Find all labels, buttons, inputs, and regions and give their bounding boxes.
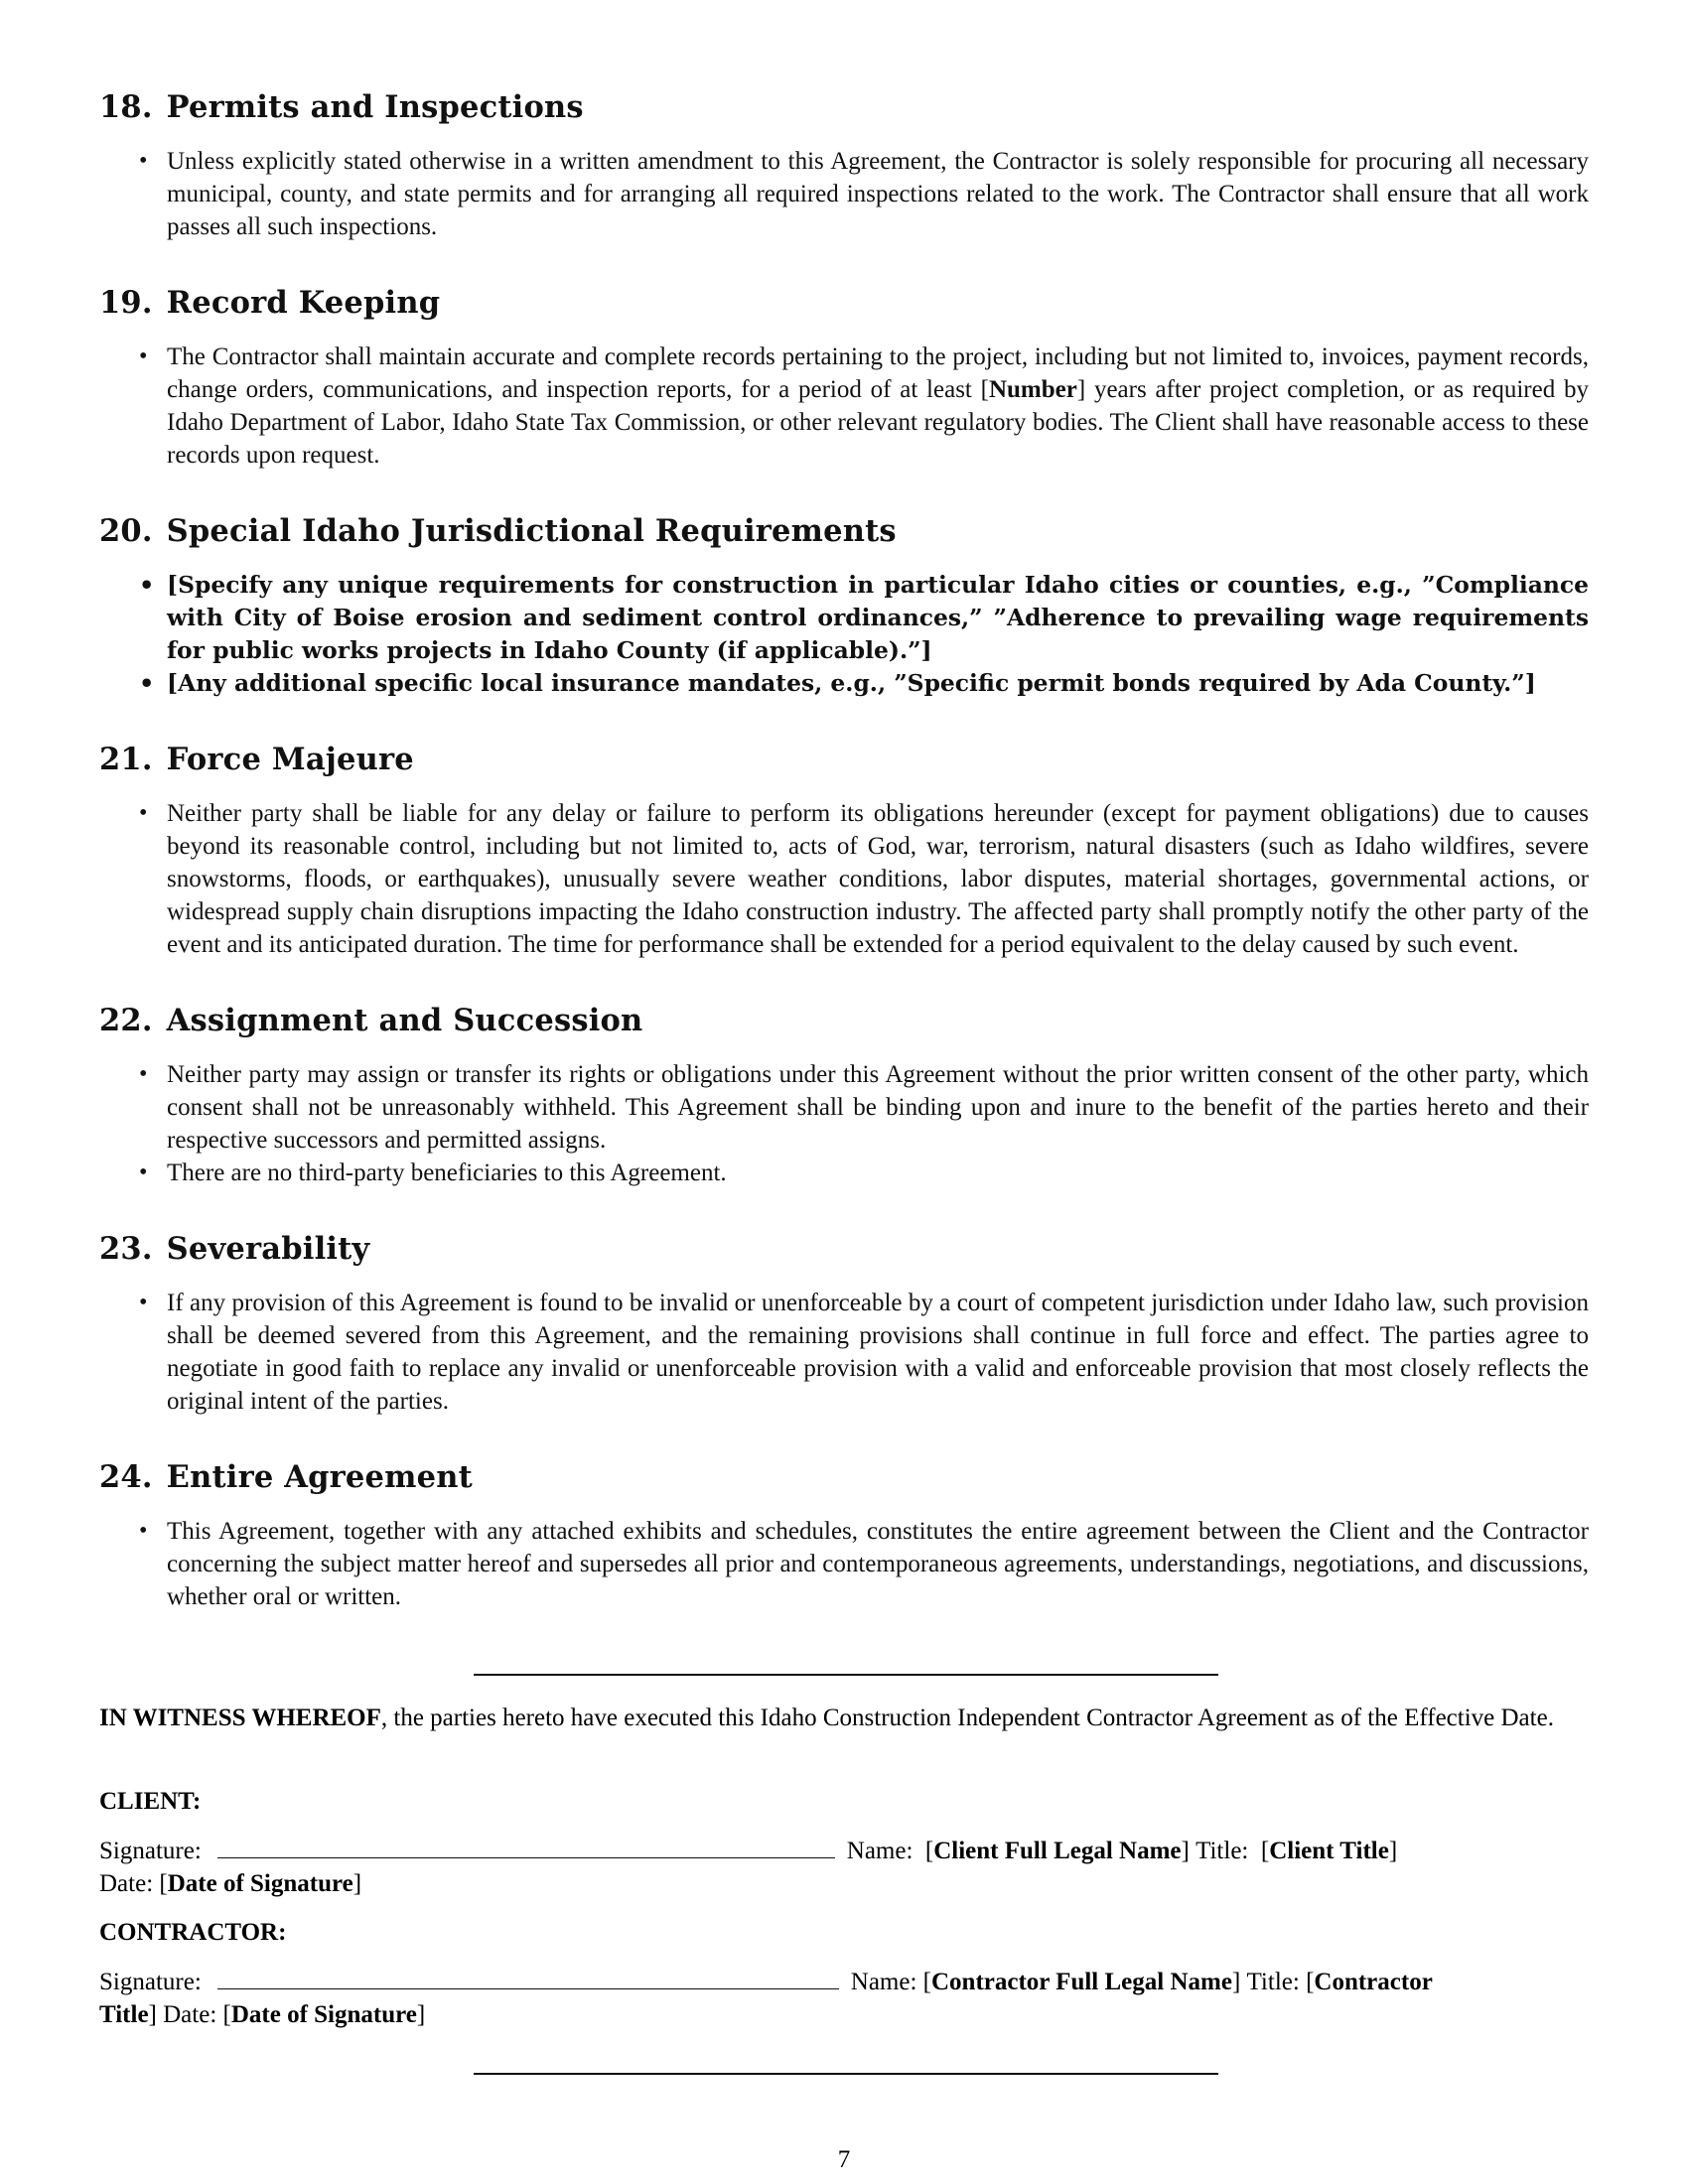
section-21 — [99, 740, 1589, 961]
list-item: • If any provision of this Agreement is found to be invalid or unenforceable by a court of competent jurisdiction under Idaho law, such provision shall be deemed severed from this Agreement, and the remaining provisions shall continue in full force and effect. The parties agree to negotiate in good faith to replace any invalid or unenforceable provision with a valid and enforceable provision that most closely reflects the original intent of the parties. — [99, 1287, 1589, 1418]
witness-lead: IN WITNESS WHEREOF — [99, 1705, 381, 1731]
contractor-title-value-1: Contractor — [1314, 1969, 1433, 1995]
list-item-text-part: ] years after project completion, or as required by Idaho Department of Labor, Idaho State Tax Commission, or other relevant regulatory bodies. The Client shall have reasonable access to these records upon request. — [167, 376, 1589, 469]
list-item: • Unless explicitly stated otherwise in a written amendment to this Agreement, the Contractor is solely responsible for procuring all necessary municipal, county, and state permits and for arranging all required inspections related to the work. The Contractor shall ensure that all work passes all such inspections. — [99, 145, 1589, 243]
bullet-list — [99, 145, 1589, 243]
bullet-list — [99, 1058, 1589, 1189]
section-heading — [99, 87, 1589, 127]
bullet-list — [99, 1287, 1589, 1418]
contractor-name-label: Name: — [850, 1969, 917, 1995]
section-title: Force Majeure — [166, 742, 414, 777]
section-title: Special Idaho Jurisdictional Requirements — [166, 513, 897, 549]
list-item: • [Any additional specific local insurance mandates, e.g., ”Specific permit bonds required by Ada County.”] — [99, 667, 1589, 700]
section-title: Entire Agreement — [166, 1459, 473, 1495]
client-date-label: Date: — [99, 1870, 154, 1897]
section-number: 18. — [99, 89, 153, 125]
section-number: 24. — [99, 1459, 153, 1495]
list-item: • Neither party shall be liable for any delay or failure to perform its obligations hereunder (except for payment obligations) due to causes beyond its reasonable control, including but not limited to, acts of God, war, terrorism, natural disasters (such as Idaho wildfires, severe snowstorms, floods, or earthquakes), unusually severe weather conditions, labor disputes, material shortages, governmental actions, or widespread supply chain disruptions impacting the Idaho construction industry. The affected party shall promptly notify the other party of the event and its anticipated duration. The time for performance shall be extended for a period equivalent to the delay caused by such event. — [99, 797, 1589, 961]
section-24 — [99, 1457, 1589, 1613]
contractor-name-value: Contractor Full Legal Name — [930, 1969, 1232, 1995]
contractor-date-label: Date: — [163, 2001, 217, 2028]
section-number: 22. — [99, 1003, 153, 1038]
section-number: 20. — [99, 513, 153, 549]
section-22 — [99, 1001, 1589, 1189]
client-name-value: Client Full Legal Name — [933, 1838, 1182, 1864]
list-item: • There are no third-party beneficiaries to this Agreement. — [99, 1157, 1589, 1189]
section-number: 23. — [99, 1231, 153, 1267]
section-18 — [99, 87, 1589, 243]
section-number: 21. — [99, 742, 153, 777]
document-body — [99, 87, 1589, 1653]
contractor-signature-block: Signature: Name: [ Contractor Full Legal Name ] Title: [ Contractor Title] Date: [Date of Signature] — [99, 1966, 1589, 2031]
contractor-signature-line[interactable] — [217, 1967, 839, 1989]
client-title-label: Title: — [1196, 1838, 1249, 1864]
section-19 — [99, 283, 1589, 472]
client-signature-label: Signature: — [99, 1838, 202, 1864]
contractor-label: CONTRACTOR: — [99, 1919, 287, 1946]
witness-text: , the parties hereto have executed this Idaho Construction Independent Contractor Agreement as of the Effective Date. — [380, 1705, 1554, 1731]
client-signature-line[interactable] — [217, 1836, 835, 1858]
bullet-list — [99, 341, 1589, 472]
witness-clause — [99, 1702, 1589, 1734]
client-label: CLIENT: — [99, 1788, 202, 1815]
section-20 — [99, 511, 1589, 700]
client-title-value: Client Title — [1269, 1838, 1389, 1864]
section-heading — [99, 1229, 1589, 1269]
bullet-list — [99, 797, 1589, 961]
list-item: • [Specify any unique requirements for construction in particular Idaho cities or counties, e.g., ”Compliance with City of Boise erosion and sediment control ordinances,” ”Adherence to prevailing wage requirements for public works projects in Idaho County (if applicable).”] — [99, 569, 1589, 667]
section-23 — [99, 1229, 1589, 1418]
list-item — [99, 341, 1589, 472]
section-heading — [99, 511, 1589, 551]
section-heading — [99, 1457, 1589, 1497]
client-name-label: Name: — [846, 1838, 914, 1864]
bullet-list — [99, 569, 1589, 700]
section-title: Severability — [166, 1231, 370, 1267]
contractor-title-label: Title: — [1246, 1969, 1300, 1995]
section-heading — [99, 1001, 1589, 1040]
list-item: • This Agreement, together with any attached exhibits and schedules, constitutes the entire agreement between the Client and the Contractor concerning the subject matter hereof and supersedes all prior and contemporaneous agreements, understandings, negotiations, and discussions, whether oral or written. — [99, 1515, 1589, 1613]
bullet-list — [99, 1515, 1589, 1613]
contractor-title-value-2: Title — [99, 2001, 149, 2028]
contractor-signature-label: Signature: — [99, 1969, 202, 1995]
list-item: • Neither party may assign or transfer its rights or obligations under this Agreement without the prior written consent of the other party, which consent shall not be unreasonably withheld. This Agreement shall be binding upon and inure to the benefit of the parties hereto and their respective successors and permitted assigns. — [99, 1058, 1589, 1157]
client-date-value: Date of Signature — [167, 1870, 353, 1897]
divider-top — [474, 1674, 1218, 1676]
section-title: Permits and Inspections — [166, 89, 584, 125]
section-heading — [99, 740, 1589, 779]
divider-bottom — [474, 2073, 1218, 2075]
section-heading — [99, 283, 1589, 323]
contractor-date-value: Date of Signature — [230, 2001, 417, 2028]
section-number: 19. — [99, 285, 153, 321]
list-item-text-part: Number — [988, 376, 1077, 403]
section-title: Assignment and Succession — [166, 1003, 643, 1038]
section-title: Record Keeping — [166, 285, 441, 321]
page-number: 7 — [837, 2146, 851, 2173]
list-item-text-part: The Contractor shall maintain accurate and complete records pertaining to the project, including but not limited to, invoices, payment records, change orders, communications, and inspection reports, for a period of at least [ — [167, 343, 1589, 403]
client-signature-block: Signature: Name: [ Client Full Legal Name ] Title: [ Client Title ] Date: [Date of Signature] — [99, 1835, 1589, 1900]
